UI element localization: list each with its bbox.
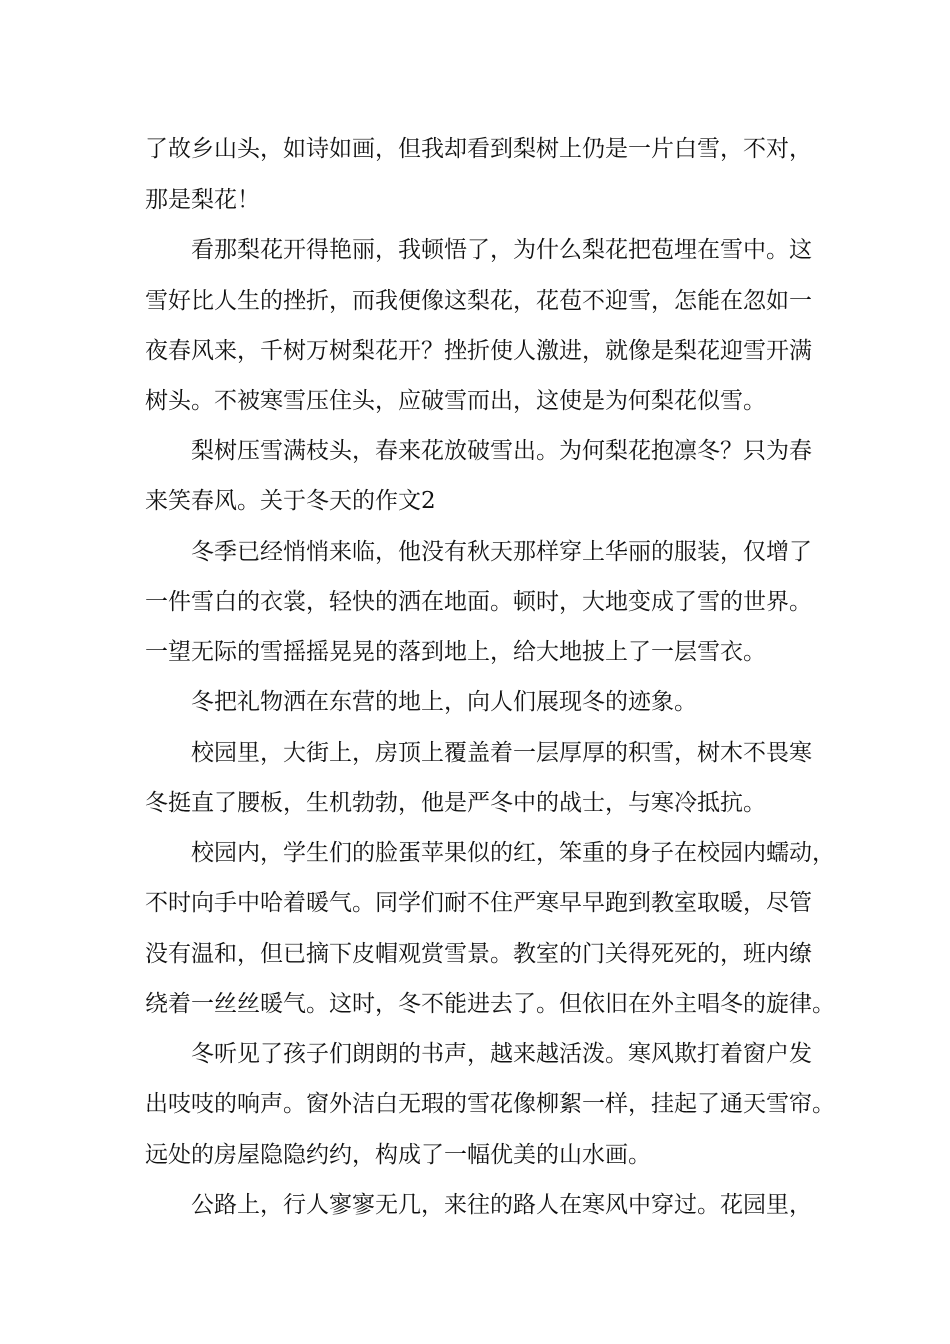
text-line: 没有温和，但已摘下皮帽观赏雪景。教室的门关得死死的，班内缭 xyxy=(145,941,812,967)
paragraph-first-line: 冬把礼物洒在东营的地上，向人们展现冬的迹象。 xyxy=(191,689,697,715)
text-line: 冬挺直了腰板，生机勃勃，他是严冬中的战士，与寒冷抵抗。 xyxy=(145,790,766,816)
paragraph-first-line: 梨树压雪满枝头，春来花放破雪出。为何梨花抱凛冬？只为春 xyxy=(191,438,812,464)
text-line: 那是梨花！ xyxy=(145,187,260,213)
paragraph-first-line: 看那梨花开得艳丽，我顿悟了，为什么梨花把苞埋在雪中。这 xyxy=(191,237,812,263)
text-line: 夜春风来，千树万树梨花开？挫折使人激进，就像是梨花迎雪开满 xyxy=(145,338,812,364)
text-line: 一望无际的雪摇摇晃晃的落到地上，给大地披上了一层雪衣。 xyxy=(145,639,766,665)
text-line: 远处的房屋隐隐约约，构成了一幅优美的山水画。 xyxy=(145,1142,651,1168)
paragraph-first-line: 校园内，学生们的脸蛋苹果似的红，笨重的身子在校园内蠕动， xyxy=(191,840,835,866)
text-line: 出吱吱的响声。窗外洁白无瑕的雪花像柳絮一样，挂起了通天雪帘。 xyxy=(145,1091,835,1117)
paragraph-first-line: 公路上，行人寥寥无几，来往的路人在寒风中穿过。花园里， xyxy=(191,1192,812,1218)
text-line: 一件雪白的衣裳，轻快的洒在地面。顿时，大地变成了雪的世界。 xyxy=(145,589,812,615)
text-line: 来笑春风。关于冬天的作文2 xyxy=(145,488,436,514)
paragraph-first-line: 校园里，大街上，房顶上覆盖着一层厚厚的积雪，树木不畏寒 xyxy=(191,740,812,766)
text-line: 绕着一丝丝暖气。这时，冬不能进去了。但依旧在外主唱冬的旋律。 xyxy=(145,991,835,1017)
text-line: 了故乡山头，如诗如画，但我却看到梨树上仍是一片白雪，不对， xyxy=(145,136,812,162)
text-line: 树头。不被寒雪压住头，应破雪而出，这使是为何梨花似雪。 xyxy=(145,388,766,414)
text-line: 不时向手中哈着暖气。同学们耐不住严寒早早跑到教室取暖，尽管 xyxy=(145,890,812,916)
paragraph-first-line: 冬听见了孩子们朗朗的书声，越来越活泼。寒风欺打着窗户发 xyxy=(191,1041,812,1067)
text-line: 雪好比人生的挫折，而我便像这梨花，花苞不迎雪，怎能在忽如一 xyxy=(145,288,812,314)
paragraph-first-line: 冬季已经悄悄来临，他没有秋天那样穿上华丽的服装，仅增了 xyxy=(191,539,812,565)
